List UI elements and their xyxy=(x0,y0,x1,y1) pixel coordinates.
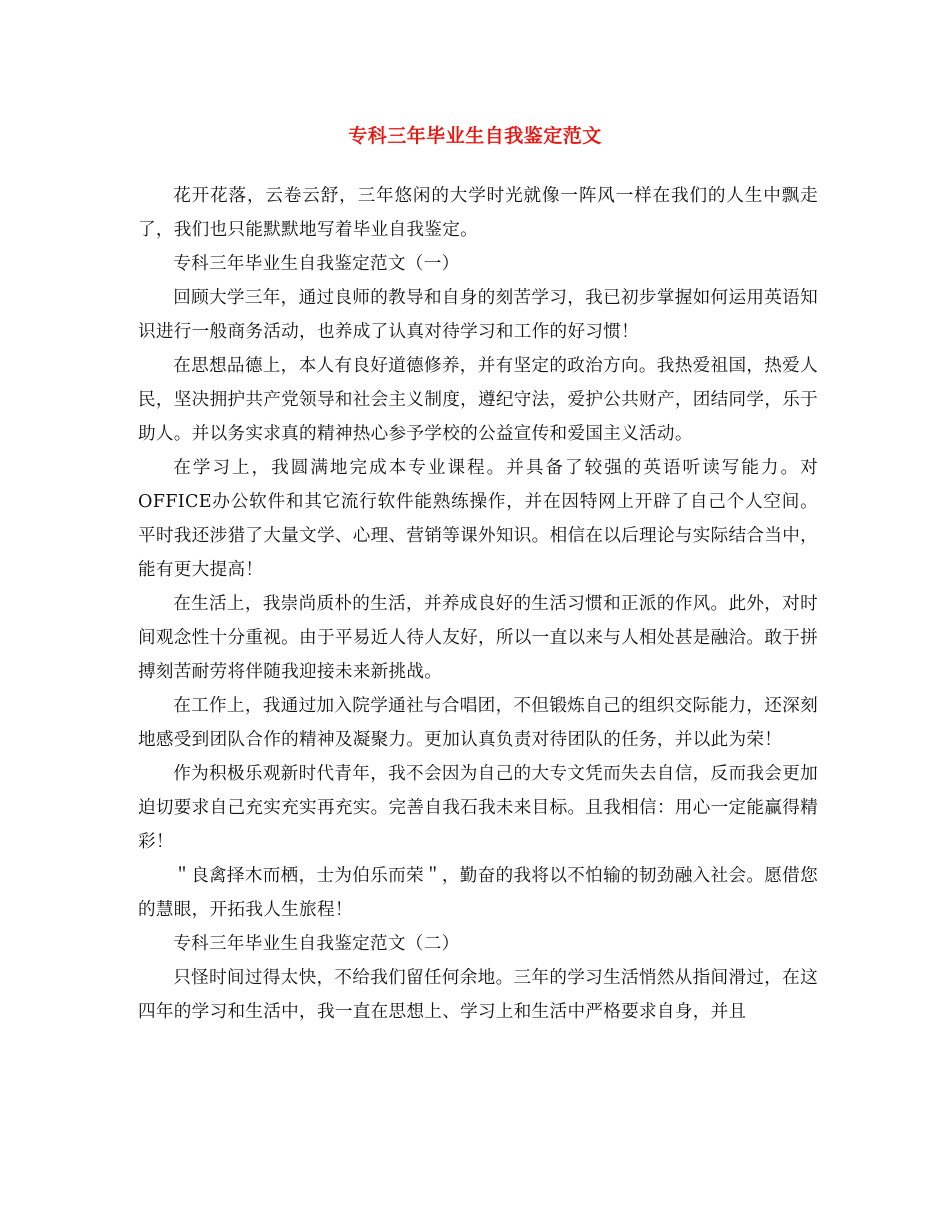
section-heading-1: 专科三年毕业生自我鉴定范文（一） xyxy=(173,254,460,274)
paragraph-intro: 花开花落，云卷云舒，三年悠闲的大学时光就像一阵风一样在我们的人生中飘走了，我们也只能默默地写着毕业自我鉴定。 xyxy=(138,186,818,240)
paragraph-outlook: 作为积极乐观新时代青年，我不会因为自己的大专文凭而失去自信，反而我会更加迫切要求自己充实充实再充实。完善自我石我未来目标。且我相信：用心一定能赢得精彩！ xyxy=(138,764,818,852)
paragraph-study: 在学习上，我圆满地完成本专业课程。并具备了较强的英语听读写能力。对OFFICE办公软件和其它流行软件能熟练操作，并在因特网上开辟了自己个人空间。平时我还涉猎了大量文学、心理、营销等课外知识。相信在以后理论与实际结合当中，能有更大提高！ xyxy=(138,458,818,580)
paragraph-review: 回顾大学三年，通过良师的教导和自身的刻苦学习，我已初步掌握如何运用英语知识进行一般商务活动，也养成了认真对待学习和工作的好习惯！ xyxy=(138,288,818,342)
paragraph-time: 只怪时间过得太快，不给我们留任何余地。三年的学习生活悄然从指间滑过，在这四年的学习和生活中，我一直在思想上、学习上和生活中严格要求自身，并且 xyxy=(138,968,818,1022)
section-heading-2: 专科三年毕业生自我鉴定范文（二） xyxy=(173,934,460,954)
document-body xyxy=(138,179,818,1029)
paragraph-life: 在生活上，我崇尚质朴的生活，并养成良好的生活习惯和正派的作风。此外，对时间观念性十分重视。由于平易近人待人友好，所以一直以来与人相处甚是融洽。敢于拼搏刻苦耐劳将伴随我迎接未来新挑战。 xyxy=(138,594,818,682)
document-title: 专科三年毕业生自我鉴定范文 xyxy=(348,125,602,147)
paragraph-work: 在工作上，我通过加入院学通社与合唱团，不但锻炼自己的组织交际能力，还深刻地感受到团队合作的精神及凝聚力。更加认真负责对待团队的任务，并以此为荣！ xyxy=(138,696,818,750)
paragraph-morality: 在思想品德上，本人有良好道德修养，并有坚定的政治方向。我热爱祖国，热爱人民，坚决拥护共产党领导和社会主义制度，遵纪守法，爱护公共财产，团结同学，乐于助人。并以务实求真的精神热心参予学校的公益宣传和爱国主义活动。 xyxy=(138,356,818,444)
paragraph-quote: ＂良禽择木而栖，士为伯乐而荣＂，勤奋的我将以不怕输的韧劲融入社会。愿借您的慧眼，开拓我人生旅程！ xyxy=(138,866,818,920)
